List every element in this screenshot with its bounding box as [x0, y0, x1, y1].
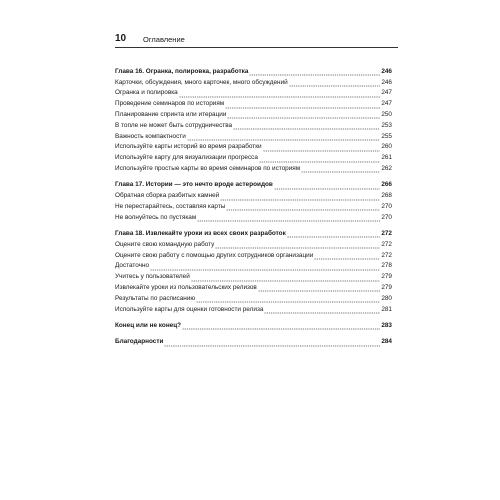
toc-entry-page: 278: [381, 262, 392, 270]
toc-entry-page: 283: [381, 321, 392, 329]
toc-leader-dots: [314, 251, 380, 261]
toc-entry-page: 246: [381, 67, 392, 75]
toc-entry-title: Результаты по расписанию: [115, 294, 196, 302]
toc-chapter-entry: [115, 320, 392, 331]
toc-leader-dots: [289, 78, 381, 88]
toc-entry-page: 272: [381, 251, 392, 259]
table-of-contents: [115, 66, 392, 347]
toc-leader-dots: [196, 294, 380, 304]
toc-entry-title: Огранка и полировка: [115, 89, 178, 97]
toc-entry-page: 247: [381, 89, 392, 97]
toc-entry-title: Достаточно: [115, 262, 150, 270]
toc-entry-page: 279: [381, 283, 392, 291]
toc-entry-title: Планирование спринта или итерации: [115, 110, 227, 118]
toc-section-entry: [115, 98, 392, 109]
toc-leader-dots: [259, 153, 380, 163]
toc-entry-title: Глава 18. Извлекайте уроки из всех своих разработок: [115, 229, 286, 237]
toc-section-entry: [115, 261, 392, 272]
toc-entry-page: 279: [381, 273, 392, 281]
toc-entry-page: 247: [381, 100, 392, 108]
toc-entry-page: 272: [381, 229, 392, 237]
toc-leader-dots: [179, 88, 381, 98]
toc-section-entry: [115, 212, 392, 223]
toc-entry-title: Проведение семинаров по историям: [115, 100, 225, 108]
toc-section-entry: [115, 190, 392, 201]
toc-entry-title: Оцените свою командную работу: [115, 240, 215, 248]
toc-section-entry: [115, 271, 392, 282]
toc-entry-title: Извлекайте уроки из пользовательских релизов: [115, 283, 257, 291]
toc-entry-title: Глава 17. Истории — это нечто вроде астероидов: [115, 181, 273, 189]
toc-leader-dots: [263, 142, 381, 152]
toc-section-entry: [115, 304, 392, 315]
toc-entry-title: Учитесь у пользователей: [115, 273, 190, 281]
toc-leader-dots: [301, 164, 380, 174]
toc-section-entry: [115, 131, 392, 142]
toc-leader-dots: [164, 337, 380, 347]
toc-entry-title: Благодарности: [115, 338, 164, 346]
toc-entry-title: Используйте простые карты во время семинаров по историям: [115, 164, 301, 172]
toc-leader-dots: [233, 121, 380, 131]
toc-entry-title: Оцените свою работу с помощью других сотрудников организации: [115, 251, 314, 259]
toc-section-entry: [115, 201, 392, 212]
toc-entry-title: Используйте карты историй во время разработки: [115, 143, 262, 151]
toc-section-entry: [115, 163, 392, 174]
toc-leader-dots: [227, 110, 380, 120]
toc-entry-page: 281: [381, 305, 392, 313]
toc-leader-dots: [249, 67, 380, 77]
toc-leader-dots: [191, 272, 381, 282]
toc-entry-title: Важность компактности: [115, 132, 186, 140]
toc-section-entry: [115, 77, 392, 88]
toc-entry-title: Конец или не конец?: [115, 321, 182, 329]
toc-leader-dots: [150, 261, 380, 271]
toc-entry-title: В топле не может быть сотрудничества: [115, 121, 233, 129]
toc-entry-title: Используйте карты для оценки готовности релиза: [115, 305, 264, 313]
toc-chapter-entry: [115, 66, 392, 77]
toc-section-entry: [115, 109, 392, 120]
toc-entry-page: 270: [381, 213, 392, 221]
toc-entry-page: 261: [381, 154, 392, 162]
toc-entry-page: 272: [381, 240, 392, 248]
toc-section-entry: [115, 142, 392, 153]
toc-entry-title: Обратная сборка разбитых камней: [115, 192, 220, 200]
toc-entry-page: 255: [381, 132, 392, 140]
toc-section-entry: [115, 239, 392, 250]
toc-chapter-entry: [115, 228, 392, 239]
toc-leader-dots: [220, 191, 380, 201]
toc-leader-dots: [264, 305, 380, 315]
toc-section-entry: [115, 120, 392, 131]
running-title: Оглавление: [143, 35, 185, 44]
toc-chapter-entry: [115, 179, 392, 190]
toc-leader-dots: [187, 132, 381, 142]
toc-entry-title: Карточки, обсуждения, много карточек, много обсуждений: [115, 78, 288, 86]
header-rule: [115, 47, 398, 48]
toc-leader-dots: [274, 180, 380, 190]
toc-section-entry: [115, 293, 392, 304]
toc-entry-title: Не перестарайтесь, составляя карты: [115, 202, 226, 210]
toc-entry-title: Не волнуйтесь по пустякам: [115, 213, 197, 221]
toc-leader-dots: [225, 99, 380, 109]
toc-section-entry: [115, 88, 392, 99]
toc-entry-page: 284: [381, 338, 392, 346]
toc-section-entry: [115, 282, 392, 293]
toc-entry-page: 250: [381, 110, 392, 118]
toc-leader-dots: [182, 321, 380, 331]
toc-entry-page: 266: [381, 181, 392, 189]
toc-entry-page: 268: [381, 192, 392, 200]
page-header: [115, 33, 395, 47]
toc-entry-page: 260: [381, 143, 392, 151]
toc-chapter-entry: [115, 336, 392, 347]
toc-leader-dots: [287, 229, 381, 239]
toc-leader-dots: [258, 283, 381, 293]
page-number: 10: [115, 33, 127, 44]
toc-entry-page: 270: [381, 202, 392, 210]
toc-leader-dots: [215, 240, 380, 250]
toc-entry-page: 246: [381, 78, 392, 86]
toc-section-entry: [115, 152, 392, 163]
toc-leader-dots: [197, 213, 380, 223]
toc-entry-title: Используйте карту для визуализации прогресса: [115, 154, 258, 162]
toc-leader-dots: [226, 202, 380, 212]
toc-entry-page: 280: [381, 294, 392, 302]
toc-entry-page: 262: [381, 164, 392, 172]
toc-section-entry: [115, 250, 392, 261]
toc-entry-page: 253: [381, 121, 392, 129]
toc-entry-title: Глава 16. Огранка, полировка, разработка: [115, 67, 249, 75]
